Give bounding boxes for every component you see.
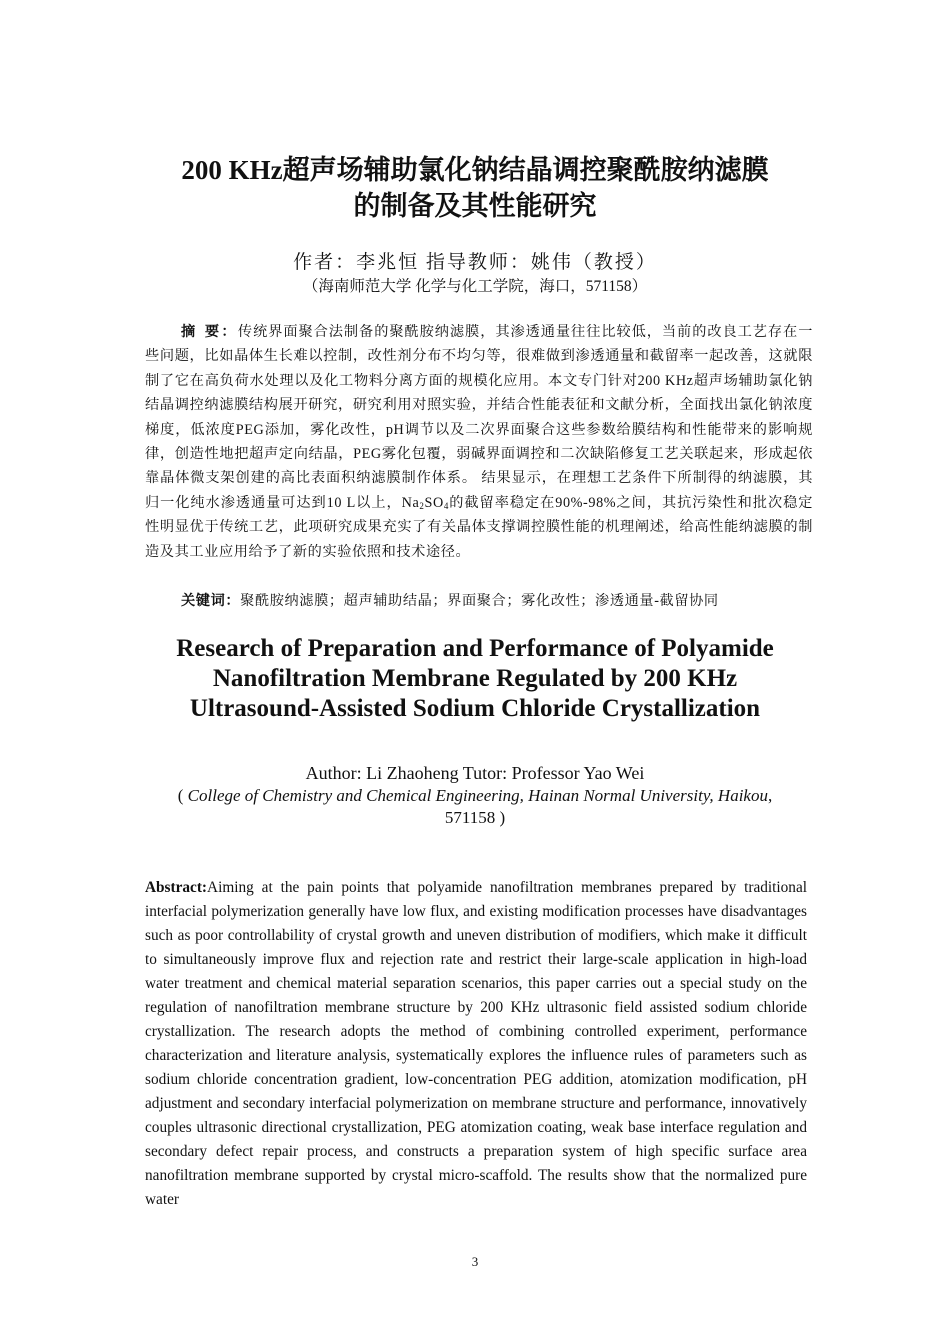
chinese-author-line: 作者：李兆恒 指导教师：姚伟（教授） (293, 252, 657, 273)
english-abstract-text: Aiming at the pain points that polyamide nanofiltration membranes prepared by traditional interfacial polymerization generally have low flux, and existing modification processes have disadvantages such as poor controllability of crystal growth and uneven distribution of modifiers, which make it difficult to simultaneously improve flux and rejection rate and restrict their large-scale application in high-load water treatment and chemical material separation scenarios, this paper carries out a special study on the regulation of nanofiltration membrane structure by 200 KHz ultrasonic field assisted sodium chloride crystallization. The research adopts the method of combining controlled experiment, performance characterization and literature analysis, systematically explores the influence rules of parameters such as sodium chloride concentration gradient, low-concentration PEG addition, atomization modification, pH adjustment and secondary interfacial polymerization on membrane structure and performance, innovatively couples ultrasonic directional crystallization, PEG atomization coating, weak base interface regulation and secondary defect repair process, and constructs a preparation system of high specific surface area nanofiltration membrane supported by crystal micro-scaffold. The results show that the normalized pure water (145, 879, 807, 1208)
chinese-keywords-label: 关键词： (181, 593, 241, 609)
chinese-abstract-formula-mid: SO (424, 494, 444, 511)
english-title-line-2: Nanofiltration Membrane Regulated by 200 KHz (212, 665, 738, 692)
chinese-keywords (181, 590, 821, 612)
english-title-line-1: Research of Preparation and Performance of Polyamide (176, 635, 774, 662)
english-author-line: Author: Li Zhaoheng Tutor: Professor Yao Wei (305, 763, 645, 783)
page-number: 3 (471, 1254, 479, 1269)
chinese-abstract (145, 320, 813, 564)
chinese-abstract-subscript-1: 2 (419, 500, 425, 511)
chinese-abstract-text-1: 传统界面聚合法制备的聚酰胺纳滤膜，其渗透通量往往比较低，当前的改良工艺存在一些问题，比如晶体生长难以控制，改性剂分布不均匀等，很难做到渗透通量和截留率一起改善，这就限制了它在高负荷水处理以及化工物料分离方面的规模化应用。本文专门针对200 KHz超声场辅助氯化钠结晶调控纳滤膜结构展开研究，研究利用对照实验，并结合性能表征和文献分析，全面找出氯化钠浓度梯度，低浓度PEG添加，雾化改性，pH调节以及二次界面聚合这些参数给膜结构和性能带来的影响规律，创造性地把超声定向结晶，PEG雾化包覆，弱碱界面调控和二次缺陷修复工艺关联起来，形成起依靠晶体微支架创建的高比表面积纳滤膜制作体系。 结果显示，在理想工艺条件下所制得的纳滤膜，其归一化纯水渗透通量可达到10 L以上，Na (145, 324, 813, 511)
chinese-abstract-label: 摘 要： (181, 324, 238, 340)
chinese-abstract-subscript-2: 4 (443, 500, 449, 511)
chinese-keywords-text: 聚酰胺纳滤膜；超声辅助结晶；界面聚合；雾化改性；渗透通量-截留协同 (240, 593, 719, 609)
chinese-affiliation: （海南师范大学 化学与化工学院，海口，571158） (302, 278, 648, 295)
chinese-title-line-1: 200 KHz超声场辅助氯化钠结晶调控聚酰胺纳滤膜 (181, 155, 769, 185)
english-affiliation-close: , 571158 ) (444, 786, 773, 827)
english-abstract-label: Abstract: (145, 879, 208, 896)
chinese-title (100, 152, 850, 224)
english-title (110, 634, 840, 724)
english-affiliation-open: ( (177, 786, 188, 805)
chinese-abstract-text-2: 的截留率稳定在90%-98%之间，其抗污染性和批次稳定性明显优于传统工艺，此项研究成果充实了有关晶体支撑调控膜性能的机理阐述，给高性能纳滤膜的制造及其工业应用给予了新的实验依照和技术途径。 (145, 494, 814, 560)
chinese-title-line-2: 的制备及其性能研究 (353, 191, 597, 221)
english-title-line-3: Ultrasound-Assisted Sodium Chloride Crystallization (189, 695, 761, 722)
english-affiliation-institution: College of Chemistry and Chemical Engineering, Hainan Normal University, Haikou (187, 786, 768, 805)
english-affiliation (160, 785, 790, 829)
english-abstract (145, 876, 807, 1212)
